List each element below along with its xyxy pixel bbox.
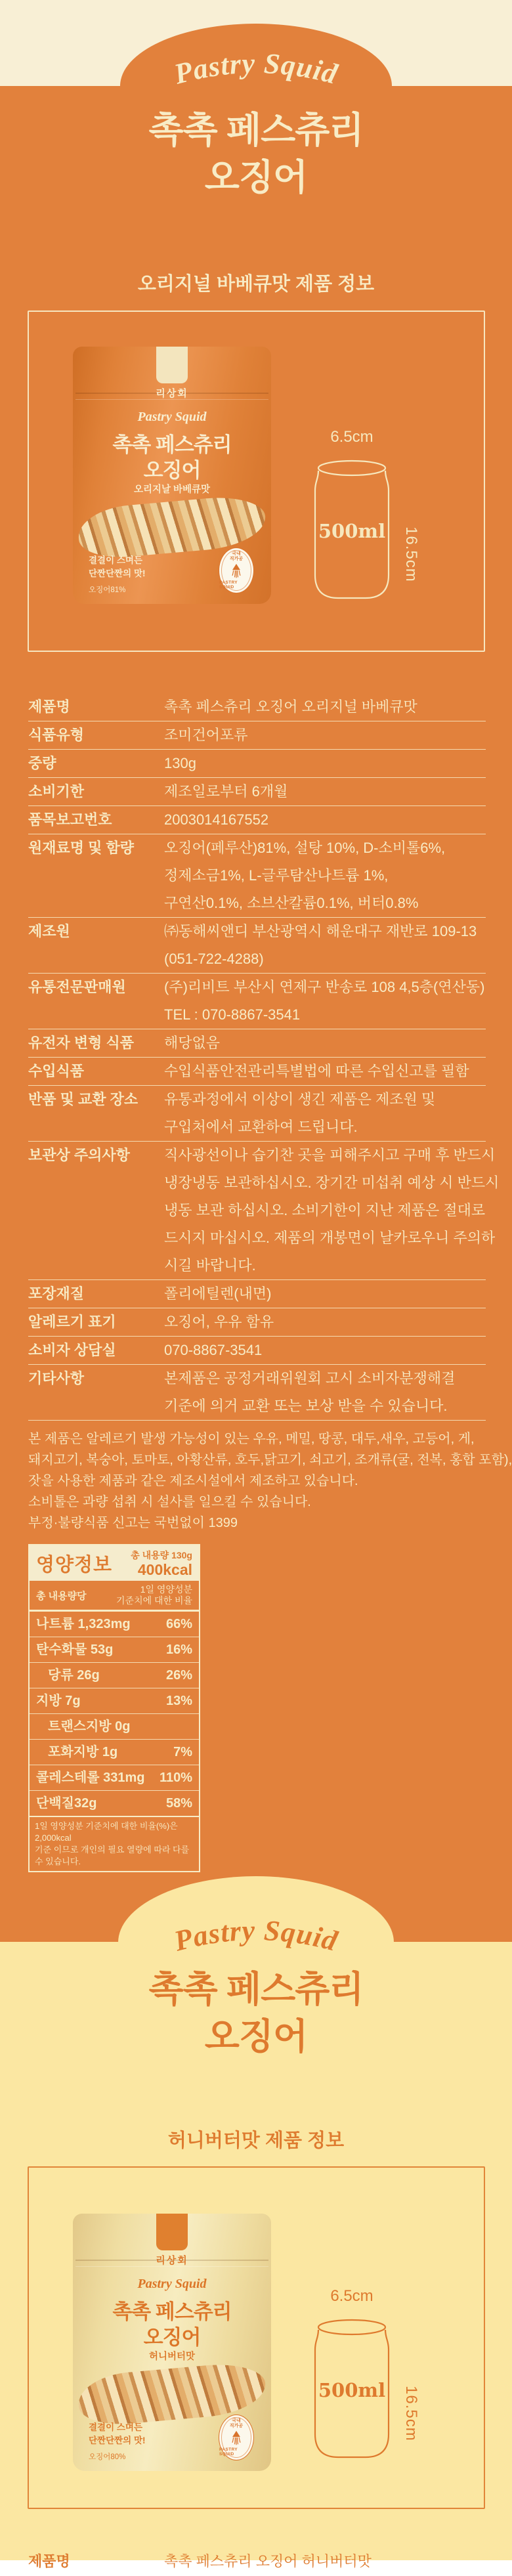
info-row-value	[164, 1086, 486, 1141]
info-row-label: 중량	[28, 755, 56, 771]
info-row-value-line: (주)리비트 부산시 연제구 반송로 108 4,5층(연산동)	[164, 979, 485, 995]
info-row-label: 소비자 상담실	[28, 1342, 116, 1358]
nutrition-row-name: 포화지방 1g	[48, 1745, 118, 1759]
pouch-squid-percent: 오징어80%	[89, 2453, 126, 2461]
info-row-value-line: 폴리에틸렌(내면)	[164, 1285, 272, 1302]
info-row	[28, 778, 486, 806]
info-row-label: 기타사항	[28, 1370, 85, 1386]
nutrition-total-kcal: 400kcal	[137, 1561, 192, 1578]
pouch-script-text: Pastry Squid	[137, 2277, 207, 2291]
info-row	[28, 1029, 486, 1058]
info-row-value-line: 정제소금1%, L-글루탐산나트륨 1%,	[164, 867, 389, 884]
can-height-label: 16.5cm	[402, 526, 420, 582]
info-row-value-line: 130g	[164, 755, 196, 771]
nutrition-row-dv: 16%	[165, 1642, 192, 1657]
nutrition-per-label: 총 내용량당	[36, 1590, 87, 1602]
info-row-value	[164, 1337, 486, 1364]
honey-title-line1: 촉촉 페스츄리	[148, 1969, 364, 2009]
footnote-line: 본 제품은 알레르기 발생 가능성이 있는 우유, 메밀, 땅콩, 대두,새우, 고등어, 게,	[28, 1432, 475, 1446]
badge-bottom-text: PASTRY SQUID	[219, 580, 238, 590]
footnote-line: 부정·불량식품 신고는 국번없이 1399	[28, 1516, 238, 1530]
info-row-value-line: TEL : 070-8867-3541	[164, 1006, 301, 1023]
info-row	[28, 721, 486, 750]
info-row-value-line: 직사광선이나 습기찬 곳을 피해주시고 구매 후 반드시	[164, 1147, 496, 1163]
info-row	[28, 834, 486, 918]
info-row-label: 유통전문판매원	[28, 979, 126, 995]
info-row	[28, 1142, 500, 1280]
info-row-label: 포장재질	[28, 1285, 85, 1302]
info-row	[28, 750, 486, 778]
info-row-value	[164, 1365, 486, 1420]
info-row-value-line: 2003014167552	[164, 811, 269, 828]
info-row	[28, 918, 486, 974]
nutrition-row-dv: 13%	[165, 1694, 192, 1708]
svg-text:Pastry Squid	[170, 1914, 341, 1958]
info-row-value-line: 조미건어포류	[164, 727, 248, 743]
nutrition-row	[30, 1637, 199, 1663]
info-row-value: 촉촉 페스츄리 오징어 허니버터맛	[164, 2553, 372, 2569]
honey-section-heading: 허니버터맛 제품 정보	[167, 2130, 345, 2151]
info-row-label: 유전자 변형 식품	[28, 1035, 134, 1051]
brand-script-text-bottom: Pastry Squid	[171, 1914, 341, 1958]
bbq-size-diagram	[312, 428, 424, 618]
nutrition-row-dv: 58%	[165, 1796, 192, 1811]
info-row-value-line: 해당없음	[164, 1035, 221, 1051]
pouch-brand-logo: 리상회	[156, 2255, 188, 2266]
info-row-value	[164, 778, 486, 805]
nutrition-row-dv: 26%	[165, 1668, 192, 1683]
pouch-brand-logo: 리상회	[156, 388, 188, 399]
info-row-value	[164, 834, 486, 917]
info-row-value-line: 냉동 보관 하십시오. 소비기한이 지난 제품은 절대로	[164, 1202, 486, 1218]
footnote-line: 돼지고기, 복숭아, 토마토, 아황산류, 호두,닭고기, 쇠고기, 조개류(굴, 전복, 홍합 포함),	[28, 1453, 512, 1467]
info-row-value-line: 070-8867-3541	[164, 1342, 263, 1358]
nutrition-row-name: 지방 7g	[36, 1694, 81, 1708]
info-row-value	[164, 1142, 499, 1279]
badge-top-line2: 직가공	[229, 557, 244, 561]
nutrition-row-dv: 110%	[159, 1771, 192, 1785]
pouch-badge	[219, 2415, 254, 2460]
info-row-value	[164, 1029, 486, 1057]
badge-top-line2: 직가공	[229, 2424, 244, 2428]
pouch-hang-tab	[156, 2214, 188, 2250]
info-row-value-line: (051-722-4288)	[164, 951, 264, 967]
info-row-value-line: 제조일로부터 6개월	[164, 783, 288, 800]
nutrition-row	[30, 1663, 199, 1688]
info-row-value-line: 냉장냉동 보관하십시오. 장기간 미섭취 예상 시 반드시	[164, 1174, 500, 1191]
squid-icon	[230, 563, 242, 579]
info-row-value-line: ㈜동해씨앤디 부산광역시 해운대구 재반로 109-13	[164, 923, 477, 939]
nutrition-row	[30, 1765, 199, 1791]
info-row-label: 제품명	[28, 2553, 70, 2569]
brand-script-arc-top	[105, 37, 407, 116]
info-row-label: 제품명	[28, 698, 70, 715]
badge-bottom-text: PASTRY SQUID	[219, 2447, 238, 2457]
info-row-label: 반품 및 교환 장소	[28, 1091, 139, 1107]
nutrition-total-block	[131, 1549, 192, 1578]
info-row-value	[164, 1308, 486, 1336]
nutrition-row	[30, 1740, 199, 1765]
info-row-value-line: 시길 바랍니다.	[164, 1257, 256, 1274]
info-row-value	[164, 918, 486, 973]
nutrition-total-weight: 총 내용량 130g	[131, 1550, 192, 1560]
info-row-value-line: 구연산0.1%, 소브산칼륨0.1%, 버터0.8%	[164, 895, 419, 911]
nutrition-title: 영양정보	[36, 1554, 113, 1576]
info-row	[28, 1308, 486, 1337]
nutrition-footer-line2: 기준 이므로 개인의 필요 열량에 따라 다를 수 있습니다.	[35, 1845, 190, 1866]
can-width-label: 6.5cm	[330, 428, 373, 446]
info-row	[28, 1280, 486, 1308]
info-row-value-line: 유통과정에서 이상이 생긴 제품은 제조원 및	[164, 1091, 436, 1107]
info-row-value-line: 촉촉 페스츄리 오징어 오리지널 바베큐맛	[164, 698, 417, 715]
nutrition-row-name: 나트륨 1,323mg	[36, 1617, 131, 1631]
can-volume-label: 500ml	[318, 520, 386, 542]
pouch-tagline-line1: 결결이 스며든	[89, 2422, 142, 2432]
honey-pouch-image	[73, 2214, 271, 2471]
info-row-value-line: 오징어(페루산)81%, 설탕 10%, D-소비톨6%,	[164, 840, 446, 856]
info-row-value	[164, 806, 486, 834]
pouch-title-line2: 오징어	[143, 459, 201, 482]
info-row	[28, 1058, 486, 1086]
info-row-value	[164, 693, 486, 721]
nutrition-dv-header-line1: 1일 영양성분	[140, 1584, 192, 1595]
info-row-value-line: 오징어, 우유 함유	[164, 1314, 274, 1330]
hero-title-line1: 촉촉 페스츄리	[148, 110, 364, 150]
info-row-label: 품목보고번호	[28, 811, 112, 828]
svg-text:Pastry Squid	[170, 47, 341, 91]
nutrition-row-name: 당류 26g	[48, 1668, 100, 1683]
can-height-label: 16.5cm	[402, 2386, 420, 2441]
footnote-line: 소비톨은 과량 섭취 시 설사를 일으킬 수 있습니다.	[28, 1495, 311, 1509]
nutrition-row	[30, 1612, 199, 1637]
nutrition-footer-line1: 1일 영양성분 기준치에 대한 비율(%)은 2,000kcal	[35, 1821, 178, 1843]
pouch-flavor-label: 허니버터맛	[148, 2351, 196, 2362]
footnote-line: 잣을 사용한 제품과 같은 제조시설에서 제조하고 있습니다.	[28, 1474, 358, 1488]
info-row	[28, 1337, 486, 1365]
brand-script-text: Pastry Squid	[171, 47, 341, 91]
nutrition-row-dv: 66%	[165, 1617, 192, 1631]
pouch-script-text: Pastry Squid	[137, 410, 207, 424]
pouch-squid-percent: 오징어81%	[89, 586, 126, 594]
pouch-tagline-line1: 결결이 스며든	[89, 555, 142, 565]
info-row-value-line: 드시지 마십시오. 제품의 개봉면이 날카로우니 주의하	[164, 1230, 496, 1246]
pouch-flavor-label: 오리지날 바베큐맛	[133, 484, 211, 495]
info-row-label: 수입식품	[28, 1063, 85, 1079]
nutrition-row-name: 콜레스테롤 331mg	[36, 1771, 145, 1785]
info-row-value-line: 구입처에서 교환하여 드립니다.	[164, 1119, 358, 1135]
nutrition-rows	[30, 1612, 199, 1816]
nutrition-dv-header	[116, 1584, 192, 1606]
honey-info-table-partial-row	[28, 2547, 486, 2576]
info-row-value-line: 수입식품안전관리특별법에 따른 수입신고를 필함	[164, 1063, 469, 1079]
info-row	[28, 1365, 486, 1421]
info-row-value-line: 본제품은 공정거래위원회 고시 소비자분쟁해결	[164, 1370, 456, 1386]
pouch-badge	[219, 547, 254, 593]
info-row	[28, 806, 486, 834]
info-row-value	[164, 1058, 486, 1085]
honey-size-diagram	[312, 2287, 424, 2478]
info-row-value	[164, 721, 486, 749]
can-width-label: 6.5cm	[330, 2287, 373, 2305]
pouch-hang-tab	[156, 347, 188, 383]
nutrition-row-name: 트랜스지방 0g	[48, 1719, 131, 1734]
nutrition-header	[30, 1545, 199, 1581]
info-row-value-line: 기준에 의거 교환 또는 보상 받을 수 있습니다.	[164, 1398, 448, 1414]
info-row-label: 소비기한	[28, 783, 85, 800]
info-row-label: 제조원	[28, 923, 70, 939]
badge-top-line1: 국내	[232, 2418, 241, 2423]
badge-top-line1: 국내	[232, 551, 241, 556]
info-row-label: 식품유형	[28, 727, 85, 743]
nutrition-row	[30, 1688, 199, 1714]
pouch-title-line1: 촉촉 페스츄리	[112, 433, 232, 456]
footnotes	[28, 1428, 512, 1534]
info-table	[28, 693, 500, 1421]
nutrition-footer	[30, 1816, 199, 1871]
nutrition-subheader	[30, 1581, 199, 1612]
nutrition-row-name: 단백질32g	[36, 1796, 97, 1811]
honey-title-line2: 오징어	[204, 2016, 308, 2057]
nutrition-row-dv: 7%	[173, 1745, 192, 1759]
pouch-title-line1: 촉촉 페스츄리	[112, 2300, 232, 2323]
info-row	[28, 693, 486, 721]
nutrition-dv-header-line2: 기준치에 대한 비율	[116, 1595, 192, 1606]
nutrition-table	[28, 1544, 200, 1872]
info-row-label: 원재료명 및 함량	[28, 840, 134, 856]
squid-icon	[230, 2430, 242, 2446]
pouch-tagline-line2: 단짠단짠의 맛!	[89, 569, 146, 578]
info-row-value	[164, 974, 486, 1029]
info-row	[28, 974, 486, 1029]
info-row-value	[164, 750, 486, 777]
nutrition-row	[30, 1791, 199, 1816]
nutrition-row-name: 탄수화물 53g	[36, 1642, 114, 1657]
bbq-section-heading: 오리지널 바베큐맛 제품 정보	[137, 274, 375, 295]
pouch-title-line2: 오징어	[143, 2326, 201, 2349]
can-volume-label: 500ml	[318, 2379, 386, 2401]
info-row	[28, 1086, 486, 1142]
info-row-value	[164, 1280, 486, 1308]
bbq-pouch-image	[73, 347, 271, 604]
info-row-label: 알레르기 표기	[28, 1314, 116, 1330]
hero-title-line2: 오징어	[204, 157, 308, 198]
pouch-tagline-line2: 단짠단짠의 맛!	[89, 2436, 146, 2445]
info-row-label: 보관상 주의사항	[28, 1147, 130, 1163]
nutrition-row	[30, 1714, 199, 1740]
